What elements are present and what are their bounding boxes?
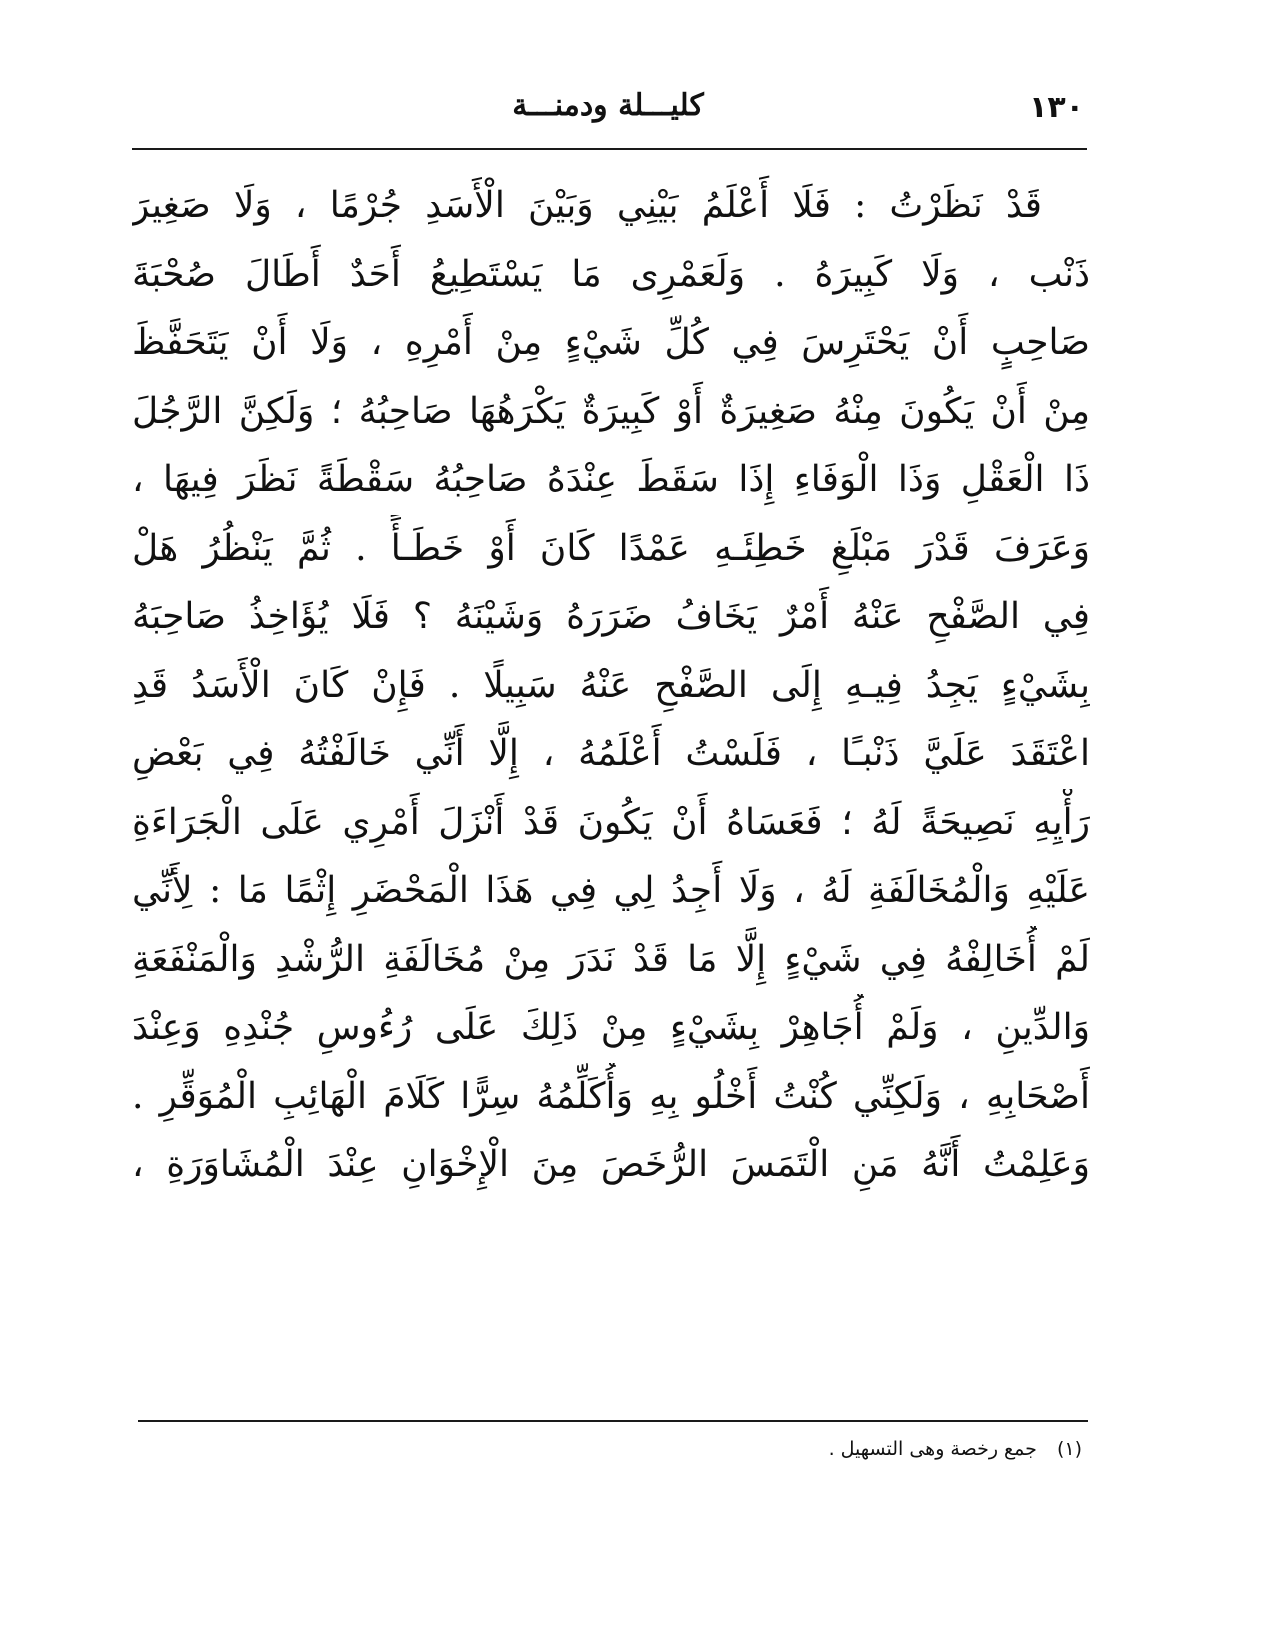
running-title: كليـــلة ودمنـــة — [512, 88, 704, 123]
footnote-marker: (١) — [1056, 1438, 1082, 1460]
body-text — [132, 172, 1090, 1200]
footnote — [829, 1438, 1082, 1460]
text-line: وَعَرَفَ قَدْرَ مَبْلَغِ خَطِئَـهِ عَمْدًا كَانَ أَوْ خَطَـأً . ثُمَّ يَنْظُرُ هَلْ — [132, 527, 1090, 569]
text-line: بِشَيْءٍ يَجِدُ فِيـهِ إِلَى الصَّفْحِ عَنْهُ سَبِيلًا . فَإِنْ كَانَ الْأَسَدُ قَدِ — [132, 664, 1090, 706]
text-line: ذَا الْعَقْلِ وَذَا الْوَفَاءِ إِذَا سَقَطَ عِنْدَهُ صَاحِبُهُ سَقْطَةً نَظَرَ فِيهَا ، — [132, 459, 1090, 500]
text-line: قَدْ نَظَرْتُ : فَلَا أَعْلَمُ بَيْنِي وَبَيْنَ الْأَسَدِ جُرْمًا ، وَلَا صَغِيرَ — [132, 185, 1042, 226]
text-line: مِنْ أَنْ يَكُونَ مِنْهُ صَغِيرَةٌ أَوْ كَبِيرَةٌ يَكْرَهُهَا صَاحِبُهُ ؛ وَلَكِنَّ الرَّجُلَ — [132, 390, 1090, 432]
text-line: رَأْيِهِ نَصِيحَةً لَهُ ؛ فَعَسَاهُ أَنْ يَكُونَ قَدْ أَنْزَلَ أَمْرِي عَلَى الْجَرَاءَةِ — [132, 801, 1090, 843]
page-number: ١٣٠ — [1029, 90, 1084, 125]
footnote-text: جمع رخصة وهى التسهيل . — [828, 1438, 1037, 1460]
text-line: ذَنْب ، وَلَا كَبِيرَهُ . وَلَعَمْرِى مَا يَسْتَطِيعُ أَحَدٌ أَطَالَ صُحْبَةَ — [132, 253, 1090, 295]
text-line: صَاحِبٍ أَنْ يَحْتَرِسَ فِي كُلِّ شَيْءٍ مِنْ أَمْرِهِ ، وَلَا أَنْ يَتَحَفَّظَ — [132, 322, 1090, 363]
text-line: أَصْحَابِهِ ، وَلَكِنِّي كُنْتُ أَخْلُو بِهِ وَأُكَلِّمُهُ سِرًّا كَلَامَ الْهَائِبِ الْمُوَقِّرِ . — [132, 1075, 1090, 1117]
header-rule — [132, 148, 1087, 150]
text-line: اعْتَقَدَ عَلَيَّ ذَنْبـًا ، فَلَسْتُ أَعْلَمُهُ ، إِلَّا أَنِّي خَالَفْتُهُ فِي بَعْضِ — [132, 733, 1090, 774]
text-line: وَعَلِمْتُ أَنَّهُ مَنِ الْتَمَسَ الرُّخَصَ مِنَ الْإِخْوَانِ عِنْدَ الْمُشَاوَرَةِ ، — [132, 1144, 1090, 1185]
text-line: لَمْ أُخَالِفْهُ فِي شَيْءٍ إِلَّا مَا قَدْ نَدَرَ مِنْ مُخَالَفَةِ الرُّشْدِ وَالْمَنْفَعَةِ — [132, 938, 1090, 980]
text-line: فِي الصَّفْحِ عَنْهُ أَمْرٌ يَخَافُ ضَرَرَهُ وَشَيْنَهُ ؟ فَلَا يُؤَاخِذُ صَاحِبَهُ — [132, 596, 1090, 637]
footnote-rule — [138, 1420, 1088, 1422]
text-line: عَلَيْهِ وَالْمُخَالَفَةِ لَهُ ، وَلَا أَجِدُ لِي فِي هَذَا الْمَحْضَرِ إِثْمًا مَا : لِأَنِّي — [132, 870, 1090, 911]
page-header — [132, 86, 1084, 140]
text-line: وَالدِّينِ ، وَلَمْ أُجَاهِرْ بِشَيْءٍ مِنْ ذَلِكَ عَلَى رُءُوسِ جُنْدِهِ وَعِنْدَ — [132, 1007, 1090, 1048]
